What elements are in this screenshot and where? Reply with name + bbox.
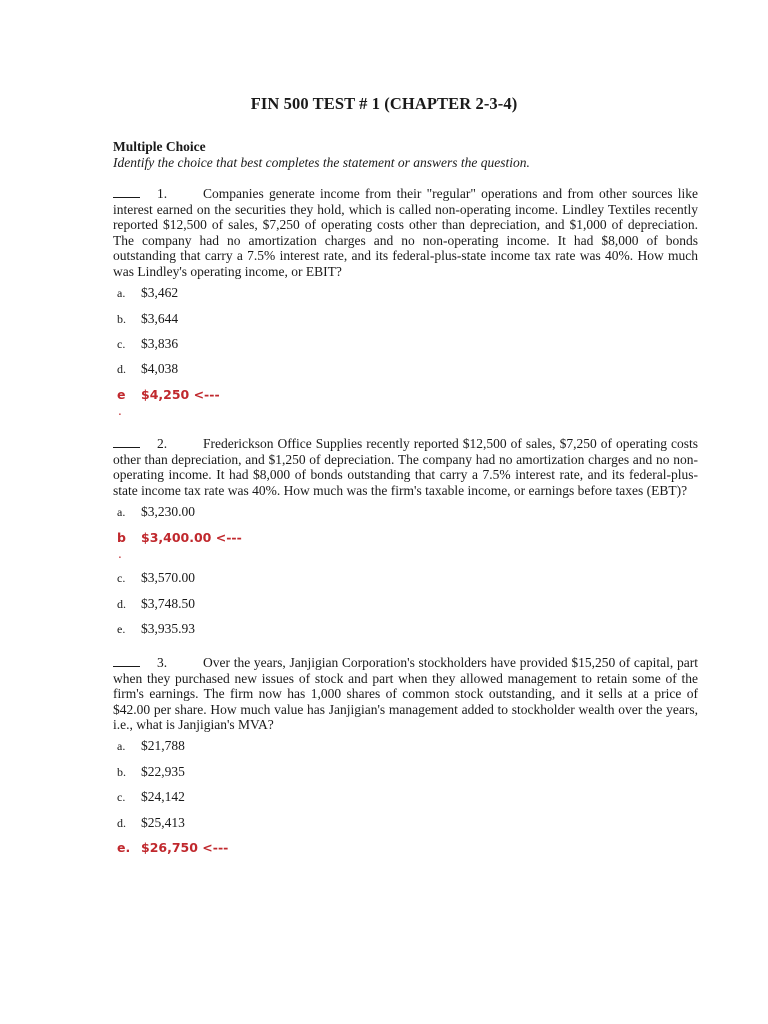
question-1 <box>113 186 698 279</box>
option-text: $3,935.93 <box>141 621 195 636</box>
answer-dot: . <box>118 404 122 418</box>
option-text: $3,836 <box>141 336 179 351</box>
option-letter: e. <box>117 840 131 855</box>
option-2c <box>117 569 195 587</box>
question-number: 1. <box>157 186 168 201</box>
question-text: Companies generate income from their "regular" operations and from other sources like interest earned on the securities they hold, which is called non-operating income. Lindley Textiles recently reported $12,500 of sales, $7,250 of operating costs other than depreciation, and $1,000 of depreciation. The company had no amortization charges and no non-operating income. It had $8,000 of bonds outstanding that carry a 7.5% interest rate, and its federal-plus-state income tax rate was 40%. How much was Lindley's operating income, or EBIT? <box>113 186 698 279</box>
section-heading: Multiple Choice <box>113 139 206 154</box>
document-title: FIN 500 TEST # 1 (CHAPTER 2-3-4) <box>250 94 518 113</box>
option-1d <box>117 360 178 378</box>
option-1c <box>117 335 178 353</box>
option-letter: b. <box>117 312 126 326</box>
section-instructions: Identify the choice that best completes the statement or answers the question. <box>113 155 530 170</box>
option-2e <box>117 620 195 638</box>
answer-blank <box>113 655 140 667</box>
option-letter: b <box>117 530 126 545</box>
option-2d <box>117 595 195 613</box>
option-text: $4,038 <box>141 361 179 376</box>
option-3e-correct-answer <box>117 839 228 857</box>
option-letter: d. <box>117 597 126 611</box>
question-3 <box>113 655 698 733</box>
option-letter: e. <box>117 622 126 636</box>
option-letter: b. <box>117 765 126 779</box>
answer-dot: . <box>118 547 122 561</box>
question-text: Frederickson Office Supplies recently reported $12,500 of sales, $7,250 of operating costs other than depreciation, and $1,250 of depreciation. The company had no amortization charges and no non-operating income. It had $8,000 of bonds outstanding that carry a 7.5% interest rate, and its federal-plus-state income tax rate was 40%. How much was the firm's taxable income, or earnings before taxes (EBT)? <box>113 436 698 498</box>
option-text: $3,570.00 <box>141 570 195 585</box>
option-text: $3,644 <box>141 311 179 326</box>
option-3d <box>117 814 185 832</box>
option-letter: d. <box>117 362 126 376</box>
option-letter: a. <box>117 739 126 753</box>
option-text: $25,413 <box>141 815 185 830</box>
option-letter: d. <box>117 816 126 830</box>
option-3c <box>117 788 185 806</box>
option-1b <box>117 310 178 328</box>
question-text: Over the years, Janjigian Corporation's stockholders have provided $15,250 of capital, part when they purchased new issues of stock and part when they allowed management to retain some of the firm's earnings. The firm now has 1,000 shares of common stock outstanding, and it sells at a price of $42.00 per share. How much value has Janjigian's management added to stockholder wealth over the years, i.e., what is Janjigian's MVA? <box>113 655 698 732</box>
option-2b-correct-answer <box>117 529 242 547</box>
question-2 <box>113 436 698 498</box>
option-letter: a. <box>117 286 126 300</box>
question-number: 2. <box>157 436 168 451</box>
option-text: $21,788 <box>141 738 185 753</box>
option-letter: e <box>117 387 126 402</box>
option-text: $3,748.50 <box>141 596 195 611</box>
option-text: $3,230.00 <box>141 504 195 519</box>
option-2a <box>117 503 195 521</box>
option-text: $24,142 <box>141 789 185 804</box>
option-text: $26,750 <--- <box>141 840 229 855</box>
option-3b <box>117 763 185 781</box>
option-letter: a. <box>117 505 126 519</box>
option-text: $22,935 <box>141 764 185 779</box>
option-text: $4,250 <--- <box>141 387 220 402</box>
question-number: 3. <box>157 655 168 670</box>
answer-blank <box>113 436 140 448</box>
option-letter: c. <box>117 337 126 351</box>
option-letter: c. <box>117 790 126 804</box>
option-text: $3,462 <box>141 285 179 300</box>
option-1a <box>117 284 178 302</box>
option-letter: c. <box>117 571 126 585</box>
answer-blank <box>113 186 140 198</box>
option-3a <box>117 737 185 755</box>
option-1e-correct-answer <box>117 386 220 404</box>
option-text: $3,400.00 <--- <box>141 530 242 545</box>
